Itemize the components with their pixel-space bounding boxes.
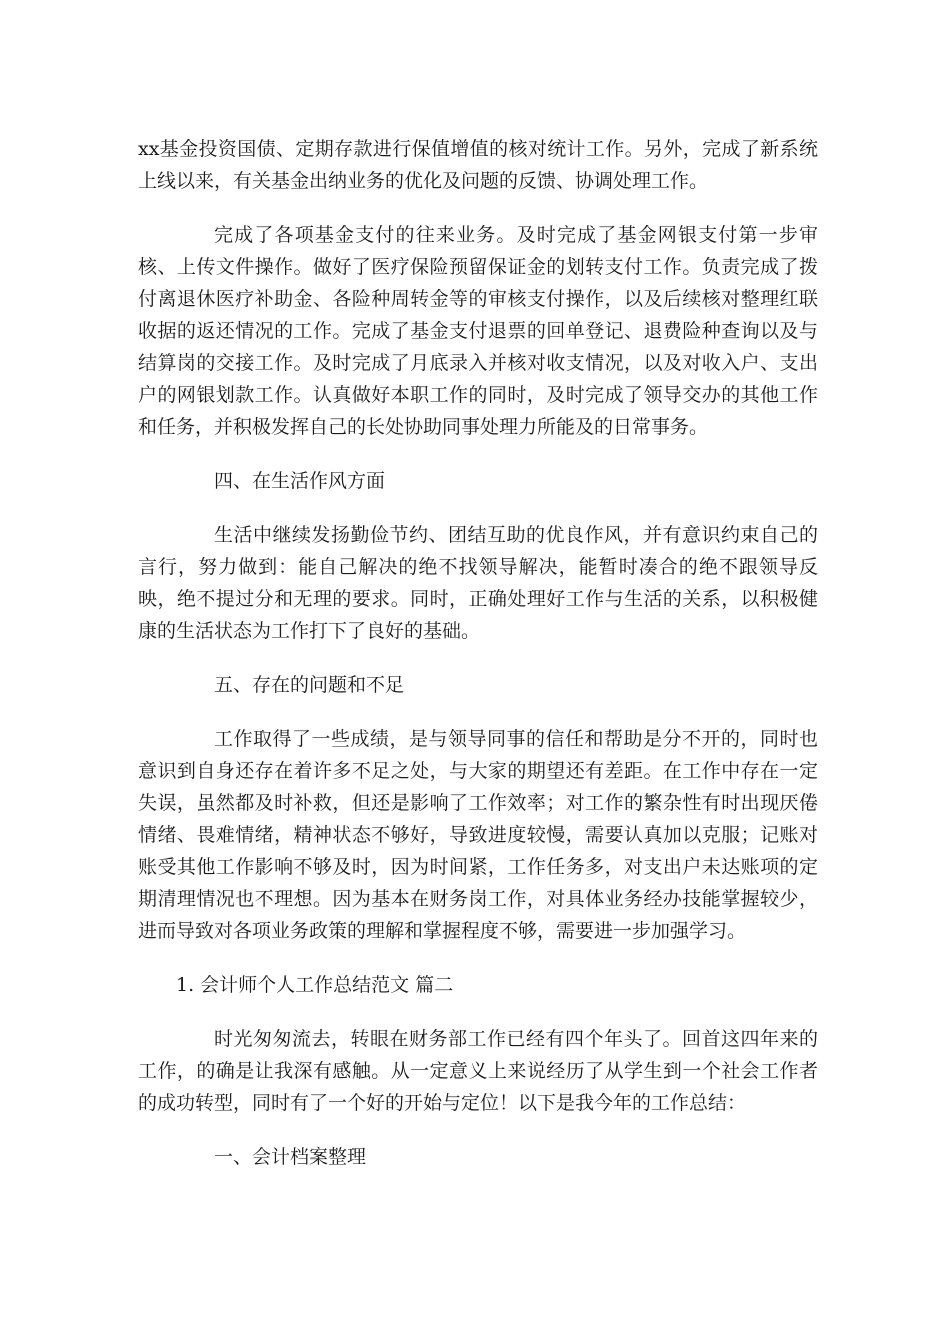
- paragraph-lifestyle: 生活中继续发扬勤俭节约、团结互助的优良作风，并有意识约束自己的言行，努力做到：能自己解决的绝不找领导解决，能暂时凑合的绝不跟领导反映，绝不提过分和无理的要求。同时，正确处理好工作与生活的关系，以积极健康的生活状态为工作打下了良好的基础。: [138, 524, 818, 642]
- paragraph-fund-payments: 完成了各项基金支付的往来业务。及时完成了基金网银支付第一步审核、上传文件操作。做好了医疗保险预留保证金的划转支付工作。负责完成了拨付离退休医疗补助金、各险种周转金等的审核支付操作，以及后续核对整理红联收据的返还情况的工作。完成了基金支付退票的回单登记、退费险种查询以及与结算岗的交接工作。及时完成了月底录入并核对收支情况，以及对收入户、支出户的网银划款工作。认真做好本职工作的同时，及时完成了领导交办的其他工作和任务，并积极发挥自己的长处协助同事处理力所能及的日常事务。: [138, 224, 818, 438]
- document-body: [138, 133, 818, 1195]
- section-heading-archives: 一、会计档案整理: [214, 1146, 367, 1168]
- paragraph-problems: 工作取得了一些成绩，是与领导同事的信任和帮助是分不开的，同时也意识到自身还存在着许多不足之处，与大家的期望还有差距。在工作中存在一定失误，虽然都及时补救，但还是影响了工作效率；对工作的繁杂性有时出现厌倦情绪、畏难情绪，精神状态不够好，导致进度较慢，需要认真加以克服；记账对账受其他工作影响不够及时，因为时间紧，工作任务多，对支出户未达账项的定期清理情况也不理想。因为基本在财务岗工作，对具体业务经办技能掌握较少，进而导致对各项业务政策的理解和掌握程度不够，需要进一步加强学习。: [138, 728, 818, 942]
- paragraph-intro-part-two: 时光匆匆流去，转眼在财务部工作已经有四个年头了。回首这四年来的工作，的确是让我深有感触。从一定意义上来说经历了从学生到一个社会工作者的成功转型，同时有了一个好的开始与定位！以下是我今年的工作总结：: [138, 1028, 818, 1114]
- paragraph-fund-investment: xx基金投资国债、定期存款进行保值增值的核对统计工作。另外，完成了新系统上线以来，有关基金出纳业务的优化及问题的反馈、协调处理工作。: [138, 138, 818, 192]
- article-title-part-two: 1. 会计师个人工作总结范文 篇二: [176, 974, 454, 996]
- section-heading-lifestyle: 四、在生活作风方面: [214, 470, 386, 492]
- section-heading-problems: 五、存在的问题和不足: [214, 674, 405, 696]
